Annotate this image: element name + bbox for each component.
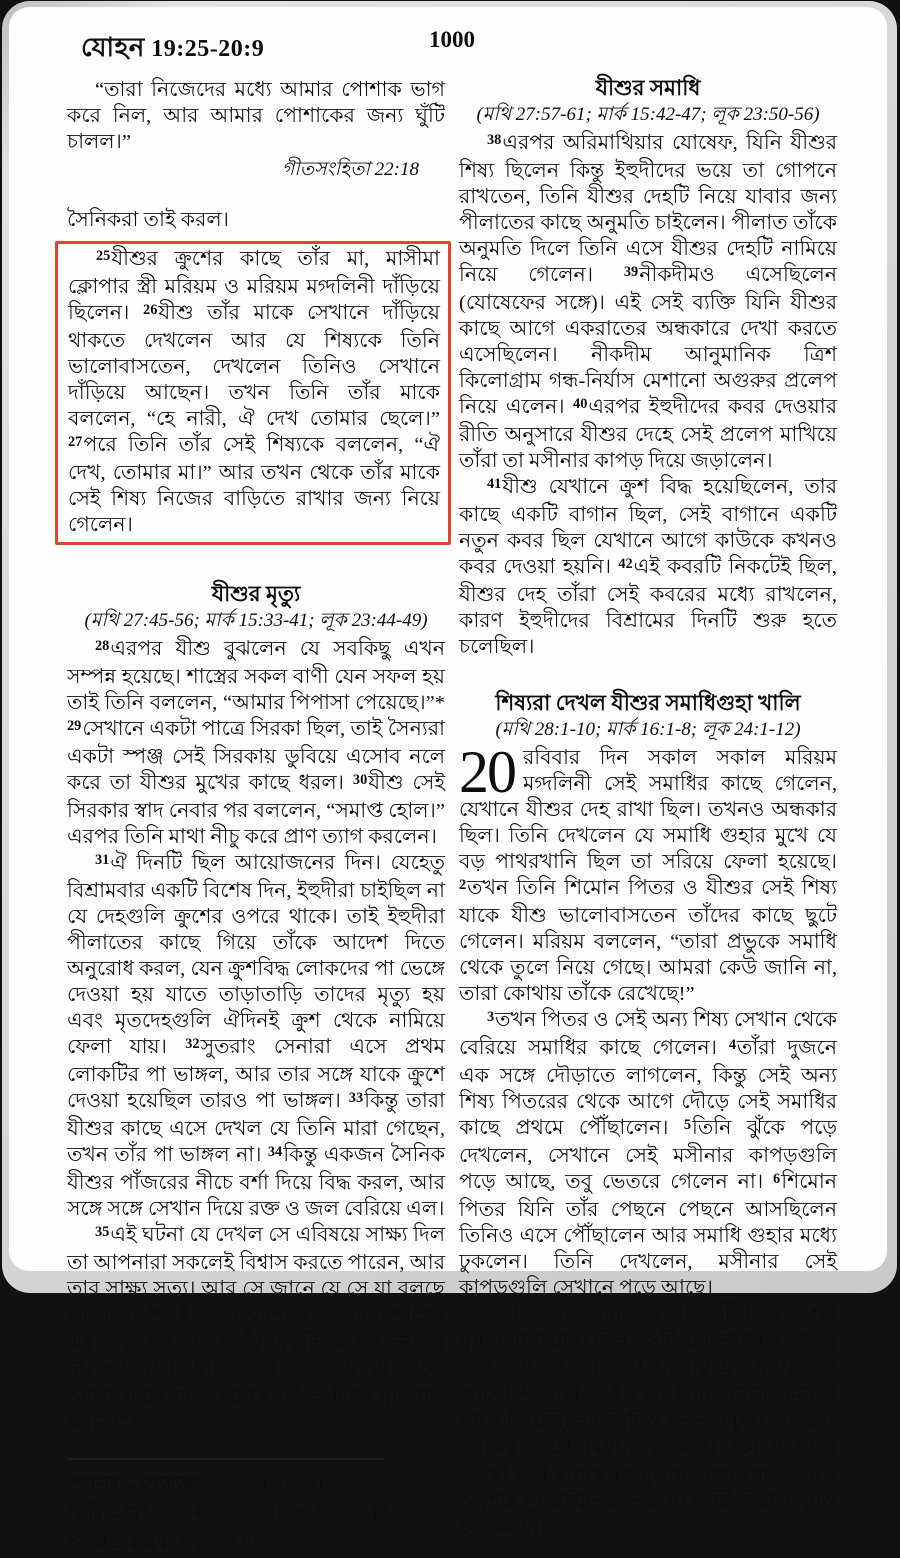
verse-paragraph-28-30: $^{28}$এরপর যীশু বুঝলেন যে সবকিছু এখন সম্পন্ন হয়েছে। শাস্ত্রের সকল বাণী যেন সফল হয় তাই তিনি বললেন, “আমার পিপাসা পেয়েছে।”* $^{29}$সেখানে একটা পাত্রে সিরকা ছিল, তাই সৈন্যরা একটা স্পঞ্জ সেই সিরকায় ডুবিয়ে এসোব নলে করে তা যীশুর মুখের কাছে ধরল। $^{30}$যীশু সেই সিরকার স্বাদ নেবার পর বললেন, “সমাপ্ত হোল।” এরপর তিনি মাথা নীচু করে প্রাণ ত্যাগ করলেন।	[67, 638, 445, 848]
footnote-1	[67, 1468, 445, 1498]
chapter-number: 20	[459, 739, 515, 805]
section-refs-empty-tomb: (মথি 28:1-10; মার্ক 16:1-8; লূক 24:1-12)	[495, 719, 801, 740]
passage-ref: 19:25-20:9	[151, 36, 265, 62]
footnote-divider	[67, 1458, 385, 1460]
verse-paragraph-31-34: $^{31}$ঐ দিনটি ছিল আয়োজনের দিন। যেহেতু বিশ্রামবার একটি বিশেষ দিন, ইহুদীরা চাইছিল না যে দেহগুলি ক্রুশের ওপরে থাকে। তাই ইহুদীরা পীলাতের কাছে গিয়ে তাঁকে আদেশ দিতে অনুরোধ করল, যেন ক্রুশবিদ্ধ লোকদের পা ভেঙ্গে দেওয়া হয় যাতে তাড়াতাড়ি তাদের মৃত্যু হয় এবং মৃতদেহগুলি ঐদিনই ক্রুশ থেকে নামিয়ে ফেলা যায়। $^{32}$সুতরাং সেনারা এসে প্রথম লোকটির পা ভাঙ্গল, আর তার সঙ্গে যাকে ক্রুশে দেওয়া হয়েছিল তারও পা ভাঙ্গল। $^{33}$কিন্তু তারা যীশুর কাছে এসে দেখল যে তিনি মারা গেছেন, তখন তাঁর পা ভাঙ্গল না। $^{34}$কিন্তু একজন সৈনিক যীশুর পাঁজরের নীচে বর্শা দিয়ে বিদ্ধ করল, আর সঙ্গে সঙ্গে সেখান দিয়ে রক্ত ও জল বেরিয়ে এল।	[67, 852, 445, 1220]
section-gap	[459, 660, 837, 688]
verse-paragraph-35-37: $^{35}$এই ঘটনা যে দেখল সে এবিষয়ে সাক্ষ্য দিল তা আপনারা সকলেই বিশ্বাস করতে পারেন, আর তার সাক্ষ্য সত্য। আর সে জানে যে সে যা বলছে তা সত্য। $^{36}$এই সকল ঘটনা ঘটল যাতে শাস্ত্রের এই কথা পূর্ণ হয়: “তাঁর একটি অস্থিও ভাঙ্গবে না।”* $^{37}$আবার শাস্ত্রে আর এক জায়গায় আছে, “তারা যাঁকে বিদ্ধ করেছে তাঁরই দিকে দৃষ্টিপাত করবে।”*	[67, 1224, 445, 1434]
section-refs-death: (মথি 27:45-56; মার্ক 15:33-41; লূক 23:44-49)	[84, 610, 428, 631]
footnote-refs: সখরিয় 12:10	[179, 1533, 269, 1552]
poetry-citation: গীতসংহিতা 22:18	[281, 159, 419, 180]
footnote-refs: গীত 34:20; যাত্রা 12:46; গণনা 9:12	[151, 1503, 388, 1522]
poetry-quote: “তারা নিজেদের মধ্যে আমার পোশাক ভাগ করে নিল, আর আমার পোশাকের জন্য ঘুঁটি চালল।”	[67, 79, 445, 153]
footnote-refs: গীত 22:15; 69:21	[205, 1473, 325, 1492]
verse-paragraph-1-2: রবিবার দিন সকাল সকাল মরিয়ম মগ্দলিনী সেই সমাধির কাছে গেলেন, যেখানে যীশুর দেহ রাখা ছিল। তখনও অন্ধকার ছিল। তিনি দেখলেন যে সমাধি গুহার মুখে যে বড় পাথরখানি ছিল তা সরিয়ে ফেলা হয়েছে। $^2$তখন তিনি শিমোন পিতর ও যীশুর সেই শিষ্য যাকে যীশু ভালোবাসতেন তাঁদের কাছে ছুটে গেলেন। মরিয়ম বললেন, “তারা প্রভুকে সমাধি থেকে তুলে নিয়ে গেছে। আমরা কেউ জানি না, তারা কোথায় তাঁকে রেখেছে!”	[459, 747, 837, 1005]
verse-paragraph-41-42: $^{41}$যীশু যেখানে ক্রুশ বিদ্ধ হয়েছিলেন, তার কাছে একটি বাগান ছিল, সেই বাগানে একটি নতুন কবর ছিল যেখানে আগে কাউকে কখনও কবর দেওয়া হয়নি। $^{42}$এই কবরটি নিকটেই ছিল, যীশুর দেহ তাঁরা সেই কবরের মধ্যে রাখলেন, কারণ ইহুদীদের বিশ্রামের দিনটি শুরু হতে চলেছিল।	[459, 476, 837, 658]
verse-paragraph-7-9: $^7$আর কবর দেবার যে কাপড়টি দিয়ে যীশুর মুখ ও মাথা ঢাকা ছিল, সেটি ঐ মসীনার কাপড়ের সঙ্গে নেই, তা গোটানো অবস্থায় এক পাশে পড়ে আছে। $^8$এরপর সেই শিষ্য যিনি প্রথমে সমাধির কাছে গিয়েছিলেন তিনিও ভেতরে ঢুকলেন এবং সবকিছু দেখে বিশ্বাস করলেন। $^9$কারণ শাস্ত্রে একথা বলা হয়েছে যে মৃতদের মধ্য থেকে তাঁকে অবশ্যই পুনরুত্থিত হতে হবে। সেটি তাঁরা তখনও বোঝেননি।	[459, 1303, 837, 1539]
verse-paragraph-3-6: $^3$তখন পিতর ও সেই অন্য শিষ্য সেখান থেকে বেরিয়ে সমাধির কাছে গেলেন। $^4$তাঁরা দুজনে এক সঙ্গে দৌড়াতে লাগলেন, কিন্তু সেই অন্য শিষ্য পিতরের থেকে আগে দৌড়ে সেই সমাধির কাছে প্রথমে পৌঁছালেন। $^5$তিনি ঝুঁকে পড়ে দেখলেন, সেখানে সেই মসীনার কাপড়গুলি পড়ে আছে, তবু ভেতরে গেলেন না। $^6$শিমোন পিতর যিনি তাঁর পেছনে পেছনে আসছিলেন তিনিও এসে পৌঁছালেন আর সমাধি গুহার মধ্যে ঢুকলেন। তিনি দেখলেন, মসীনার সেই কাপড়গুলি সেখানে পড়ে আছে।	[459, 1009, 837, 1299]
footnote-label: “তাঁর ... না”	[67, 1503, 148, 1522]
footnote-2	[67, 1498, 445, 1528]
footnotes	[67, 1458, 445, 1558]
highlight-box	[55, 241, 451, 545]
page-number: 1000	[429, 27, 475, 52]
narration-line: সৈনিকরা তাই করল।	[67, 209, 229, 231]
section-heading-death: যীশুর মৃত্যু	[211, 582, 301, 606]
bible-page	[9, 7, 887, 1552]
page-header	[67, 23, 837, 67]
footnote-label: “আমার ... পেয়েছে”	[67, 1473, 202, 1492]
section-heading-empty-tomb: শিষ্যরা দেখল যীশুর সমাধিগুহা খালি	[495, 691, 801, 715]
book-title: যোহন	[81, 33, 145, 62]
left-column	[67, 73, 445, 1558]
chapter-20-paragraph	[459, 739, 837, 1007]
section-heading-burial: যীশুর সমাধি	[595, 76, 701, 100]
verse-paragraph-38-40: $^{38}$এরপর অরিমাথিয়ার যোষেফ, যিনি যীশুর শিষ্য ছিলেন কিন্তু ইহুদীদের ভয়ে তা গোপনে রাখতেন, তিনি যীশুর দেহটি নিয়ে যাবার জন্য পীলাতের কাছে অনুমতি চাইলেন। পীলাত তাঁকে অনুমতি দিলে তিনি এসে যীশুর দেহটি নামিয়ে নিয়ে গেলেন। $^{39}$নীকদীমও এসেছিলেন (যোষেফের সঙ্গে)। এই সেই ব্যক্তি যিনি যীশুর কাছে আগে একরাতের অন্ধকারে দেখা করতে এসেছিলেন। নীকদীম আনুমানিক ত্রিশ কিলোগ্রাম গন্ধ-নির্যাস মেশানো অগুরুর প্রলেপ নিয়ে এলেন। $^{40}$এরপর ইহুদীদের কবর দেওয়ার রীতি অনুসারে যীশুর দেহে সেই প্রলেপ মাখিয়ে তাঁরা তা মসীনার কাপড় দিয়ে জড়ালেন।	[459, 132, 837, 472]
verse-paragraph-25-27: $^{25}$যীশুর ক্রুশের কাছে তাঁর মা, মাসীমা ক্লোপার স্ত্রী মরিয়ম ও মরিয়ম মগ্দলিনী দাঁড়িয়ে ছিলেন। $^{26}$যীশু তাঁর মাকে সেখানে দাঁড়িয়ে থাকতে দেখলেন আর যে শিষ্যকে তিনি ভালোবাসতেন, দেখলেন তিনিও সেখানে দাঁড়িয়ে আছেন। তখন তিনি তাঁর মাকে বললেন, “হে নারী, ঐ দেখ তোমার ছেলে।” $^{27}$পরে তিনি তাঁর সেই শিষ্যকে বললেন, “ঐ দেখ, তোমার মা।” আর তখন থেকে তাঁর মাকে সেই শিষ্য নিজের বাড়িতে রাখার জন্য নিয়ে গেলেন।	[68, 248, 440, 536]
two-column-body	[67, 73, 837, 1558]
footnote-label: “তারা ... করবে”	[67, 1533, 175, 1552]
right-column	[459, 73, 837, 1558]
section-refs-burial: (মথি 27:57-61; মার্ক 15:42-47; লূক 23:50-56)	[476, 104, 820, 125]
footnote-3	[67, 1528, 445, 1558]
